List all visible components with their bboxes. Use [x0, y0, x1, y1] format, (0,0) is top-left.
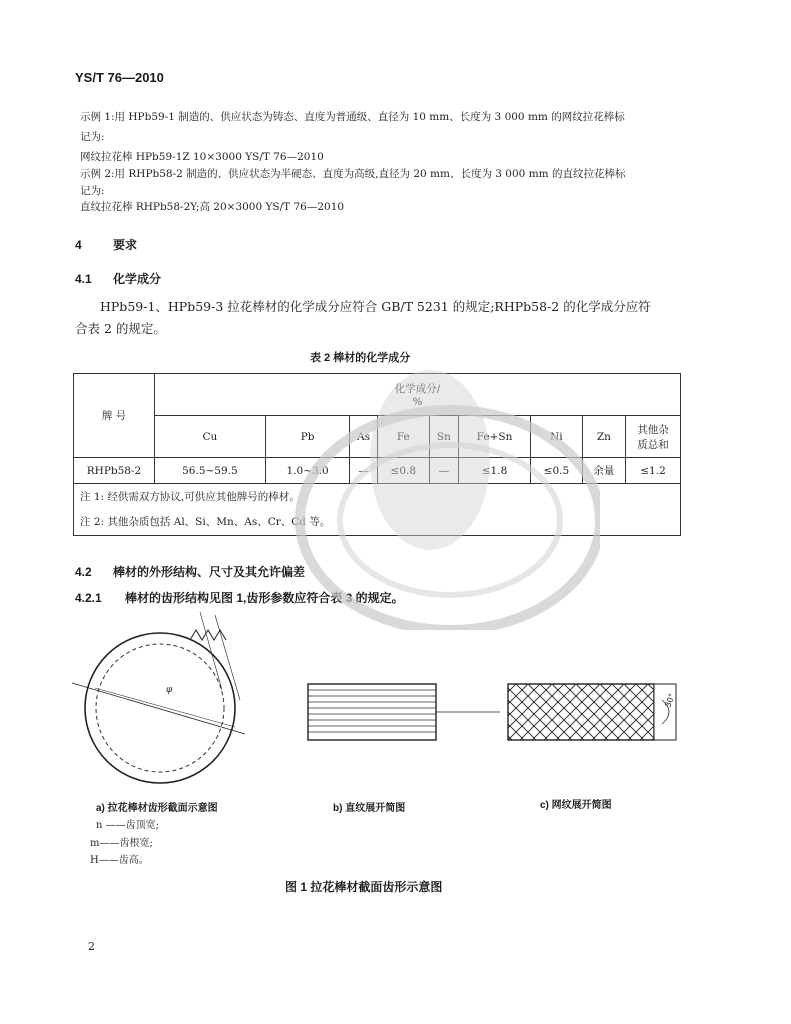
col-header-sn: Sn [429, 416, 458, 458]
section-4-2-1-text: 棒材的齿形结构见图 1,齿形参数应符合表 3 的规定。 [125, 591, 404, 605]
composition-header-line1: 化学成分/ [394, 383, 441, 395]
section-4-number: 4 [75, 238, 82, 252]
cell-pb: 1.0~3.0 [265, 458, 350, 484]
col-header-fe: Fe [377, 416, 429, 458]
figure-1-drawings [0, 600, 791, 800]
page-number: 2 [88, 940, 95, 953]
figure-caption-b: b) 直纹展开简图 [333, 803, 406, 814]
section-4-1-paragraph-cont: 合表 2 的规定。 [75, 321, 166, 336]
cell-cu: 56.5~59.5 [155, 458, 266, 484]
cell-sn: — [429, 458, 458, 484]
col-header-zn: Zn [582, 416, 625, 458]
col-header-pb: Pb [265, 416, 350, 458]
section-4-2-heading [75, 563, 305, 580]
chemical-composition-table [73, 373, 681, 536]
diamond-knurl-diagram [508, 684, 676, 740]
example-2-text-cont: 记为: [80, 185, 105, 197]
standard-number: YS/T 76—2010 [75, 70, 164, 85]
section-4-1-paragraph: HPb59-1、HPb59-3 拉花棒材的化学成分应符合 GB/T 5231 的规定;RHPb58-2 的化学成分应符 [100, 299, 651, 314]
grade-header: 牌 号 [74, 374, 155, 458]
example-2-text: 示例 2:用 RHPb58-2 制造的、供应状态为半硬态、直度为高级,直径为 20 mm、长度为 3 000 mm 的直纹拉花棒标 [80, 168, 626, 180]
example-1-text-cont: 记为: [80, 131, 105, 143]
cross-section-diagram [72, 612, 245, 783]
section-4-title: 要求 [113, 238, 138, 252]
cell-grade: RHPb58-2 [74, 458, 155, 484]
cell-as: — [350, 458, 377, 484]
angle-label: 30° [663, 692, 677, 709]
section-4-2-title: 棒材的外形结构、尺寸及其允许偏差 [113, 565, 306, 579]
example-2-code: 直纹拉花棒 RHPb58-2Y;高 20×3000 YS/T 76—2010 [80, 201, 345, 213]
cell-fe: ≤0.8 [377, 458, 429, 484]
figure-caption-c: c) 网纹展开简图 [540, 800, 612, 811]
table-note-2: 注 2: 其他杂质包括 Al、Si、Mn、As、Cr、Cd 等。 [74, 510, 681, 536]
figure-caption-a: a) 拉花棒材齿形截面示意图 [96, 803, 218, 814]
section-4-1-title: 化学成分 [113, 272, 162, 286]
composition-header-line2: % [412, 396, 423, 408]
col-header-fe-sn: Fe+Sn [459, 416, 531, 458]
table-note-1: 注 1: 经供需双方协议,可供应其他牌号的棒材。 [74, 484, 681, 510]
section-4-1-number: 4.1 [75, 272, 92, 286]
example-1-code: 网纹拉花棒 HPb59-1Z 10×3000 YS/T 76—2010 [80, 151, 324, 163]
legend-m: m——齿根宽; [90, 838, 153, 849]
cell-other: ≤1.2 [626, 458, 681, 484]
table-row [74, 458, 681, 484]
cell-fe-sn: ≤1.8 [459, 458, 531, 484]
straight-knurl-diagram [308, 684, 500, 740]
section-4-2-1-number: 4.2.1 [75, 591, 102, 605]
other-header-line1: 其他杂 [637, 423, 669, 436]
section-4-heading [75, 236, 137, 253]
section-4-1-heading [75, 270, 161, 287]
section-4-2-number: 4.2 [75, 565, 92, 579]
col-header-other [626, 416, 681, 458]
diameter-label: φ [166, 685, 173, 695]
col-header-ni: Ni [530, 416, 582, 458]
col-header-as: As [350, 416, 377, 458]
cell-zn: 余量 [582, 458, 625, 484]
cell-ni: ≤0.5 [530, 458, 582, 484]
table-2-caption: 表 2 棒材的化学成分 [310, 352, 411, 364]
example-1-text: 示例 1:用 HPb59-1 制造的、供应状态为铸态、直度为普通级、直径为 10 mm、长度为 3 000 mm 的网纹拉花棒标 [80, 111, 625, 123]
composition-group-header [155, 374, 681, 416]
legend-h: H——齿高。 [90, 855, 149, 866]
other-header-line2: 质总和 [637, 438, 669, 451]
col-header-cu: Cu [155, 416, 266, 458]
figure-1-caption: 图 1 拉花棒材截面齿形示意图 [285, 880, 443, 894]
legend-n: n ——齿顶宽; [96, 820, 159, 831]
